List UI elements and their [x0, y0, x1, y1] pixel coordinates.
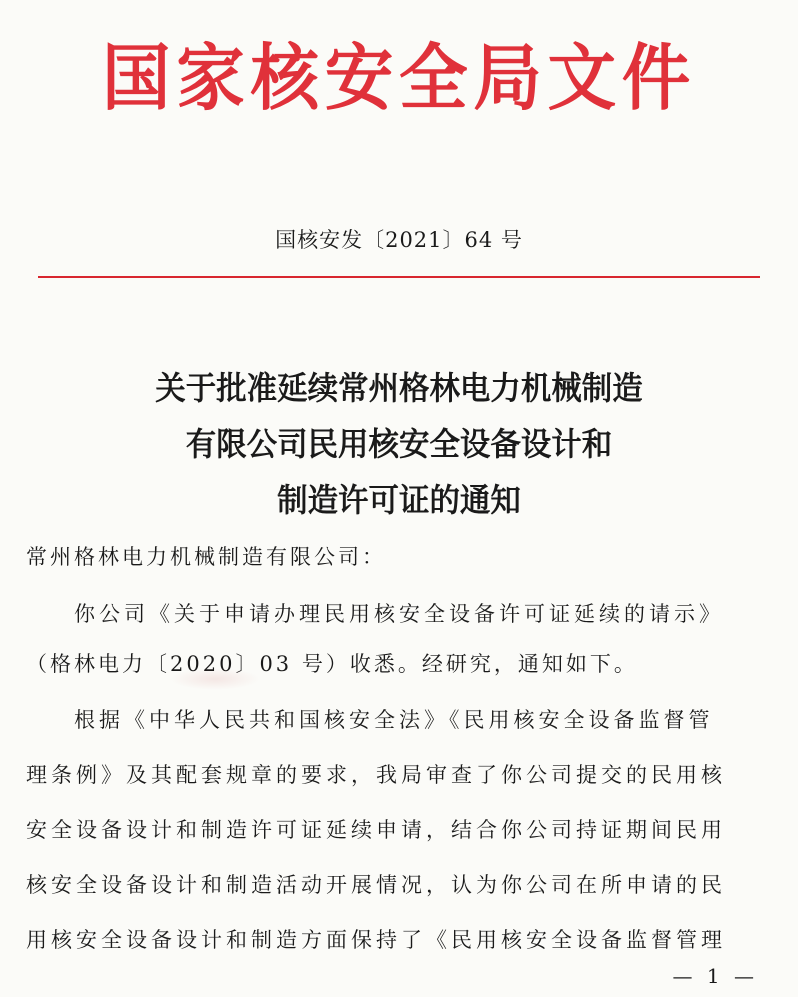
red-divider-line	[38, 276, 760, 278]
paragraph-2-line-2: 理条例》及其配套规章的要求，我局审查了你公司提交的民用核	[26, 763, 726, 787]
title-line-2: 有限公司民用核安全设备设计和	[185, 425, 613, 463]
paragraph-1-line-1: 你公司《关于申请办理民用核安全设备许可证延续的请示》	[74, 602, 724, 626]
page-number: — 1 —	[672, 964, 758, 988]
title-line-1: 关于批准延续常州格林电力机械制造	[155, 369, 643, 407]
document-masthead: 国家核安全局文件	[101, 35, 697, 120]
paragraph-2-line-1: 根据《中华人民共和国核安全法》《民用核安全设备监督管	[74, 708, 714, 732]
addressee: 常州格林电力机械制造有限公司：	[26, 545, 386, 569]
paragraph-2-line-5: 用核安全设备设计和制造方面保持了《民用核安全设备监督管理	[26, 928, 726, 952]
paragraph-2-line-3: 安全设备设计和制造许可证延续申请，结合你公司持证期间民用	[26, 818, 726, 842]
document-number: 国核安发〔2021〕64 号	[275, 228, 523, 252]
paragraph-1-line-2: （格林电力〔2020〕03 号）收悉。经研究，通知如下。	[26, 652, 638, 676]
document-title	[0, 360, 798, 528]
title-line-3: 制造许可证的通知	[277, 481, 521, 519]
paragraph-2-line-4: 核安全设备设计和制造活动开展情况，认为你公司在所申请的民	[26, 873, 726, 897]
faint-stamp-mark	[170, 668, 260, 690]
